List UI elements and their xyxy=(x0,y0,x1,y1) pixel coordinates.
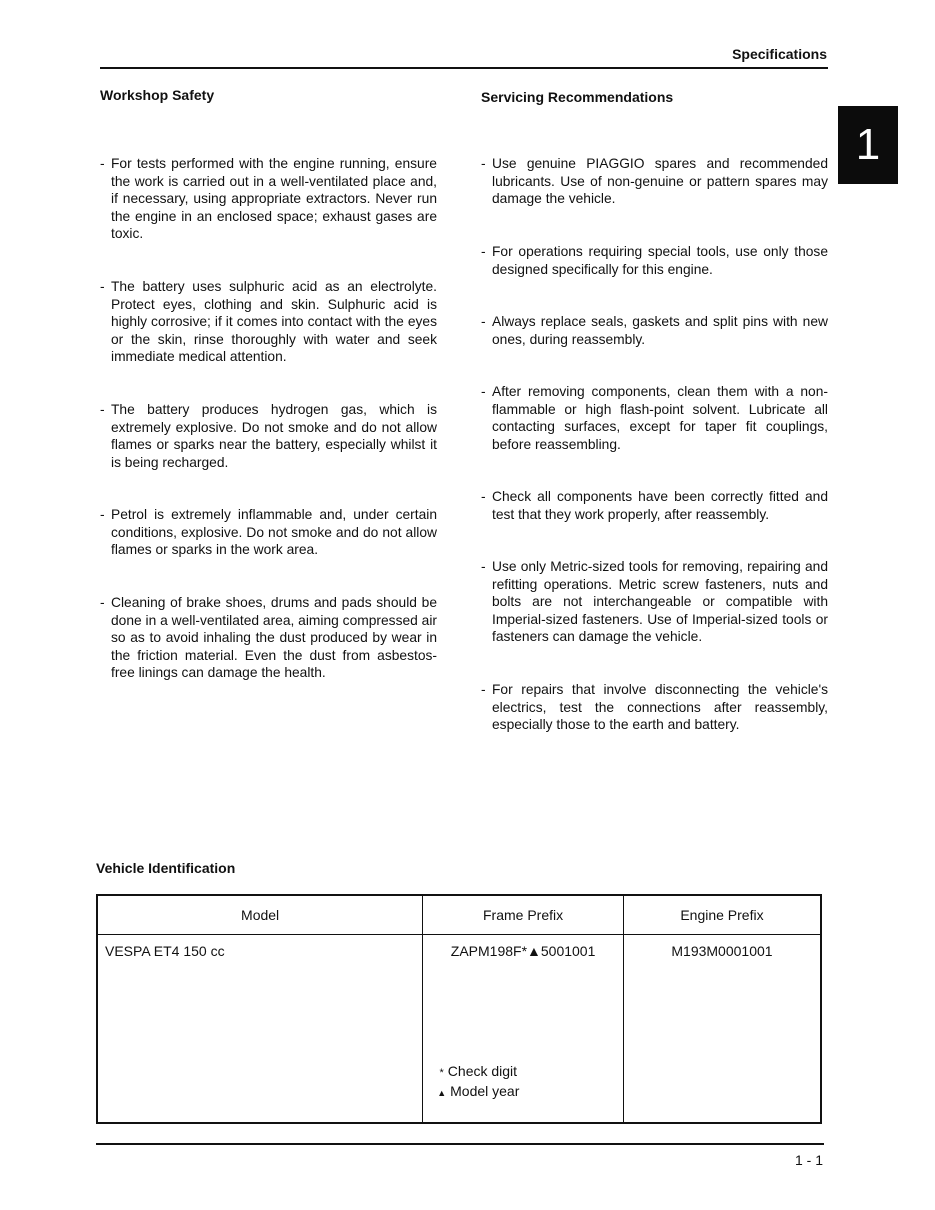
list-item: - For tests performed with the engine running, ensure the work is carried out in a well-ventilated place and, if necessary, using appropriate extractors. Never run the engine in an enclosed space; exhaust gases are toxic. xyxy=(100,156,437,242)
list-item: - Check all components have been correctly fitted and test that they work properly, after reassembly. xyxy=(481,489,828,522)
list-item: - Cleaning of brake shoes, drums and pads should be done in a well-ventilated area, aiming compressed air so as to avoid inhaling the dust produced by wear in the friction material. Even the dust from asbestos-free linings can damage the health. xyxy=(100,595,437,681)
page-number: 1 - 1 xyxy=(794,1152,823,1168)
list-item: - Use genuine PIAGGIO spares and recommended lubricants. Use of non-genuine or pattern spares may damage the vehicle. xyxy=(481,156,828,207)
header-rule xyxy=(100,67,828,69)
column-header-frame-prefix: Frame Prefix xyxy=(423,895,624,935)
servicing-title: Servicing Recommendations xyxy=(481,89,674,105)
table-header-row xyxy=(97,895,821,935)
list-item: - Use only Metric-sized tools for removing, repairing and refitting operations. Metric screw fasteners, nuts and bolts are not interchangeable or compatible with Imperial-sized fasteners. Use of Imperial-sized tools or fasteners can damage the vehicle. xyxy=(481,559,828,645)
list-item: - Petrol is extremely inflammable and, under certain conditions, explosive. Do not smoke and do not allow flames or sparks in the work area. xyxy=(100,507,437,558)
note-model-year: ▲ Model year xyxy=(437,1083,520,1099)
model-cell: VESPA ET4 150 cc xyxy=(97,935,423,1124)
frame-prefix-cell xyxy=(423,935,624,1124)
table-row xyxy=(97,935,821,1124)
frame-prefix-notes xyxy=(437,1062,519,1102)
engine-prefix-cell: M193M0001001 xyxy=(623,935,821,1124)
list-item: - For operations requiring special tools, use only those designed specifically for this engine. xyxy=(481,244,828,277)
vehicle-identification-table xyxy=(96,894,822,1124)
list-item: - Always replace seals, gaskets and split pins with new ones, during reassembly. xyxy=(481,314,828,347)
column-header-engine-prefix: Engine Prefix xyxy=(623,895,821,935)
list-item: - The battery uses sulphuric acid as an electrolyte. Protect eyes, clothing and skin. Sulphuric acid is highly corrosive; if it comes into contact with the eyes or the skin, rinse thoroughly with water and seek immediate medical attention. xyxy=(100,279,437,365)
workshop-safety-title: Workshop Safety xyxy=(100,87,215,103)
list-item: - For repairs that involve disconnecting the vehicle's electrics, test the connections after reassembly, especially those to the earth and battery. xyxy=(481,682,828,733)
column-header-model: Model xyxy=(97,895,423,935)
list-item: - The battery produces hydrogen gas, which is extremely explosive. Do not smoke and do not allow flames or sparks near the battery, especially whilst it is being recharged. xyxy=(100,402,437,470)
page-header-title: Specifications xyxy=(732,46,827,62)
list-item: - After removing components, clean them with a non-flammable or high flash-point solvent. Lubricate all contacting surfaces, except for taper fit couplings, before reassembling. xyxy=(481,384,828,452)
vehicle-identification-title: Vehicle Identification xyxy=(96,860,236,876)
frame-prefix-value: ZAPM198F*▲5001001 xyxy=(450,943,596,959)
footer-rule xyxy=(96,1143,824,1145)
note-check-digit: * Check digit xyxy=(439,1063,518,1079)
chapter-tab: 1 xyxy=(838,106,898,184)
